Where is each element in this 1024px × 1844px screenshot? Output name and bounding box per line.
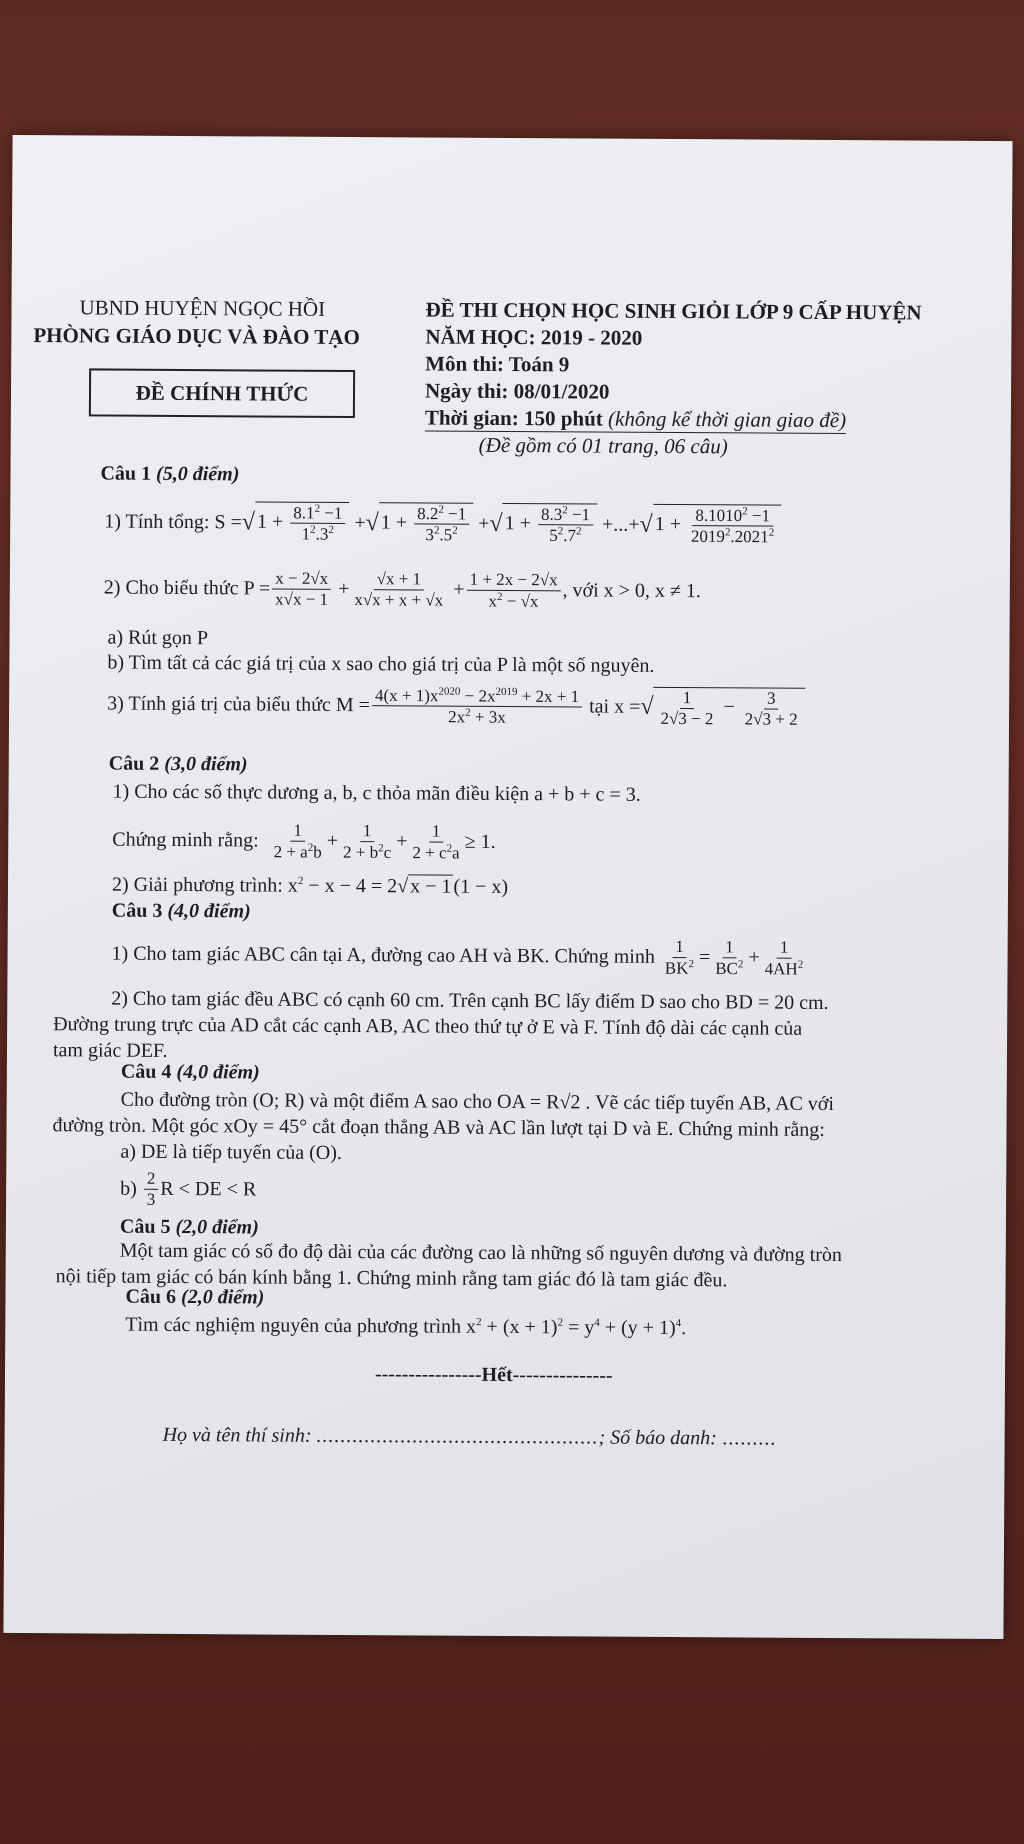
school-year: NĂM HỌC: 2019 - 2020 <box>425 324 643 350</box>
q2-title <box>109 753 248 777</box>
q1-m-formula: $\frac{4(x + 1)x^{2020} - 2x^{2019} + 2x + 1}{2x^2 + 3x}$ <box>372 685 582 728</box>
q4-points: (4,0 điểm) <box>176 1060 260 1084</box>
q2-label: Câu 2 <box>108 752 160 775</box>
q4-title <box>121 1061 260 1085</box>
q4-two-thirds: $\frac{2}{3}$ <box>144 1169 159 1209</box>
q5-points: (2,0 điểm) <box>175 1215 259 1239</box>
end-label: Hết <box>481 1363 513 1387</box>
official-exam-label: ĐỀ CHÍNH THỨC <box>135 380 309 406</box>
pages-note: (Đề gồm có 01 trang, 06 câu) <box>478 432 728 459</box>
q1-part2-label: 2) Cho biểu thức <box>103 576 239 600</box>
official-exam-box <box>89 368 355 418</box>
q2-equation: $x^2 - x - 4 = 2√x - 1(1 - x)$ <box>287 874 509 899</box>
q3-points: (4,0 điểm) <box>167 899 251 923</box>
q1-part2b: b) Tìm tất cả các giá trị của x sao cho giá trị của P là một số nguyên. <box>107 651 655 677</box>
q1-part3-at: tại <box>589 695 610 718</box>
q4-label: Câu 4 <box>120 1060 172 1083</box>
q1-points: (5,0 điểm) <box>156 462 240 486</box>
q2-prove <box>112 820 496 863</box>
q3-formula: $\frac{1}{BK^2}$ = $\frac{1}{BC^2}$ + $\frac{1}{4AH^2}$ <box>664 937 804 978</box>
q3-part2-line1: 2) Cho tam giác đều ABC có cạnh 60 cm. Trên cạnh BC lấy điểm D sao cho BD = 20 cm. <box>111 987 829 1014</box>
q2-part2 <box>112 873 508 899</box>
q1-part2: 2) Cho biểu thức P = $\frac{x - 2√x}{x√x - 1}$ + $\frac{√x + 1}{x√x + x + √x}$ + $\frac{1 + 2x - 2√x}{x^2 - √x}$ , với x > 0, x ≠ 1. <box>103 568 702 611</box>
q3-title <box>112 900 251 924</box>
district-name: UBND HUYỆN NGỌC HỒI <box>79 295 326 321</box>
exam-date: Ngày thi: 08/01/2020 <box>424 378 610 404</box>
q3-part1 <box>111 934 808 979</box>
q4-line1: Cho đường tròn (O; R) và một điểm A sao cho OA = R√2 . Vẽ các tiếp tuyến AB, AC với <box>120 1088 835 1115</box>
q5-label: Câu 5 <box>119 1215 171 1238</box>
exam-title: ĐỀ THI CHỌN HỌC SINH GIỎI LỚP 9 CẤP HUYỆN <box>425 297 922 325</box>
time-note: (không kể thời gian giao đề) <box>607 406 847 433</box>
q4-part-a: a) DE là tiếp tuyến của (O). <box>120 1140 343 1164</box>
q6-line1 <box>125 1314 686 1340</box>
q2-inequality: $\frac{1}{2 + a^2b}$ + $\frac{1}{2 + b^2c}$ + $\frac{1}{2 + c^2a}$ ≥ 1. <box>273 820 496 862</box>
exam-time <box>425 405 846 434</box>
q2-part1: 1) Cho các số thực dương a, b, c thỏa mãn điều kiện a + b + c = 3. <box>112 780 641 806</box>
q4-line2: đường tròn. Một góc xOy = 45° cắt đoạn thẳng AB và AC lần lượt tại D và E. Chứng minh rằng: <box>52 1114 825 1141</box>
q1-x-value: $\frac{1}{2√3 - 2}$ − $\frac{3}{2√3 + 2}$ <box>653 687 804 729</box>
q1-part1-label: 1) Tính tổng: <box>104 510 210 533</box>
q1-part2-condition: , với x > 0, x ≠ 1. <box>562 579 702 603</box>
q5-line2: nội tiếp tam giác có bán kính bằng 1. Chứng minh rằng tam giác đó là tam giác đều. <box>55 1265 728 1292</box>
q6-equation: $x^2 + (x + 1)^2 = y^4 + (y + 1)^4$. <box>466 1315 687 1340</box>
q6-title <box>125 1286 264 1310</box>
department-name: PHÒNG GIÁO DỤC VÀ ĐÀO TẠO <box>33 323 360 350</box>
q6-label: Câu 6 <box>125 1285 177 1308</box>
q4-b-prefix: b) <box>120 1177 137 1200</box>
q1-sum-formula: √ 1 + $\frac{8.1^2 -1}{1^2.3^2}$ + √ 1 + $\frac{8.2^2 -1}{3^2.5^2}$ + √ 1 + $\frac{8.3^2 -1}{5^2.7^2}$ +...+ √ 1 + $\frac{8.1010^2 -1}{2019^2.2021^2}$ <box>242 501 782 547</box>
q1-part2a: a) Rút gọn P <box>107 626 209 650</box>
q2-points: (3,0 điểm) <box>164 752 248 776</box>
q3-label: Câu 3 <box>111 899 163 922</box>
q2-prove-label: Chứng minh rằng: <box>112 828 259 852</box>
q3-part2-line3: tam giác DEF. <box>52 1039 168 1062</box>
candidate-number-label: ; Số báo danh: <box>598 1426 717 1450</box>
q4-part-b <box>120 1169 256 1210</box>
q1-part1: 1) Tính tổng: S = √ 1 + $\frac{8.1^2 -1}{1^2.3^2}$ + √ 1 + $\frac{8.2^2 -1}{3^2.5^2}$ + √ 1 + $\frac{8.3^2 -1}{5^2.7^2}$ +...+ √ 1 + $\frac{8.1010^2 -1}{2019^2.2021^2}$ <box>104 501 781 548</box>
q4-b-rest: R < DE < R <box>160 1177 257 1201</box>
q5-line1: Một tam giác có số đo độ dài của các đường cao là những số nguyên dương và đường tròn <box>119 1239 842 1267</box>
q3-part1-text: 1) Cho tam giác ABC cân tại A, đường cao AH và BK. Chứng minh <box>111 942 655 968</box>
exam-paper <box>3 135 1012 1639</box>
q6-text: Tìm các nghiệm nguyên của phương trình <box>125 1313 462 1338</box>
candidate-name-label: Họ và tên thí sinh: <box>162 1423 312 1447</box>
q2-part2-label: 2) Giải phương trình: <box>111 873 283 897</box>
q1-part3-label: 3) Tính giá trị của biểu thức <box>107 692 331 717</box>
subject: Môn thi: Toán 9 <box>425 351 570 377</box>
q1-part3: 3) Tính giá trị của biểu thức M = $\frac{4(x + 1)x^{2020} - 2x^{2019} + 2x + 1}{2x^2 + 3x}$ tại x = √ $\frac{1}{2√3 - 2}$ − $\frac{3}{2√3 + 2}$ <box>107 684 805 730</box>
q1-p-formula: $\frac{x - 2√x}{x√x - 1}$ + $\frac{√x + 1}{x√x + x + √x}$ + $\frac{1 + 2x - 2√x}{x^2 - √x}$ <box>270 569 563 612</box>
q3-part2-line2: Đường trung trực của AD cắt các cạnh AB, AC theo thứ tự ở E và F. Tính độ dài các cạnh của <box>53 1013 803 1040</box>
end-marker: ----------------Hết--------------- <box>374 1363 613 1387</box>
candidate-info: Họ và tên thí sinh: ...............................................; Số báo danh: ......... <box>162 1423 777 1450</box>
q1-label: Câu 1 <box>100 462 152 485</box>
time-label: Thời gian: 150 phút <box>424 405 603 431</box>
q6-points: (2,0 điểm) <box>181 1286 265 1309</box>
q5-title <box>120 1216 259 1240</box>
q1-title <box>100 463 239 487</box>
